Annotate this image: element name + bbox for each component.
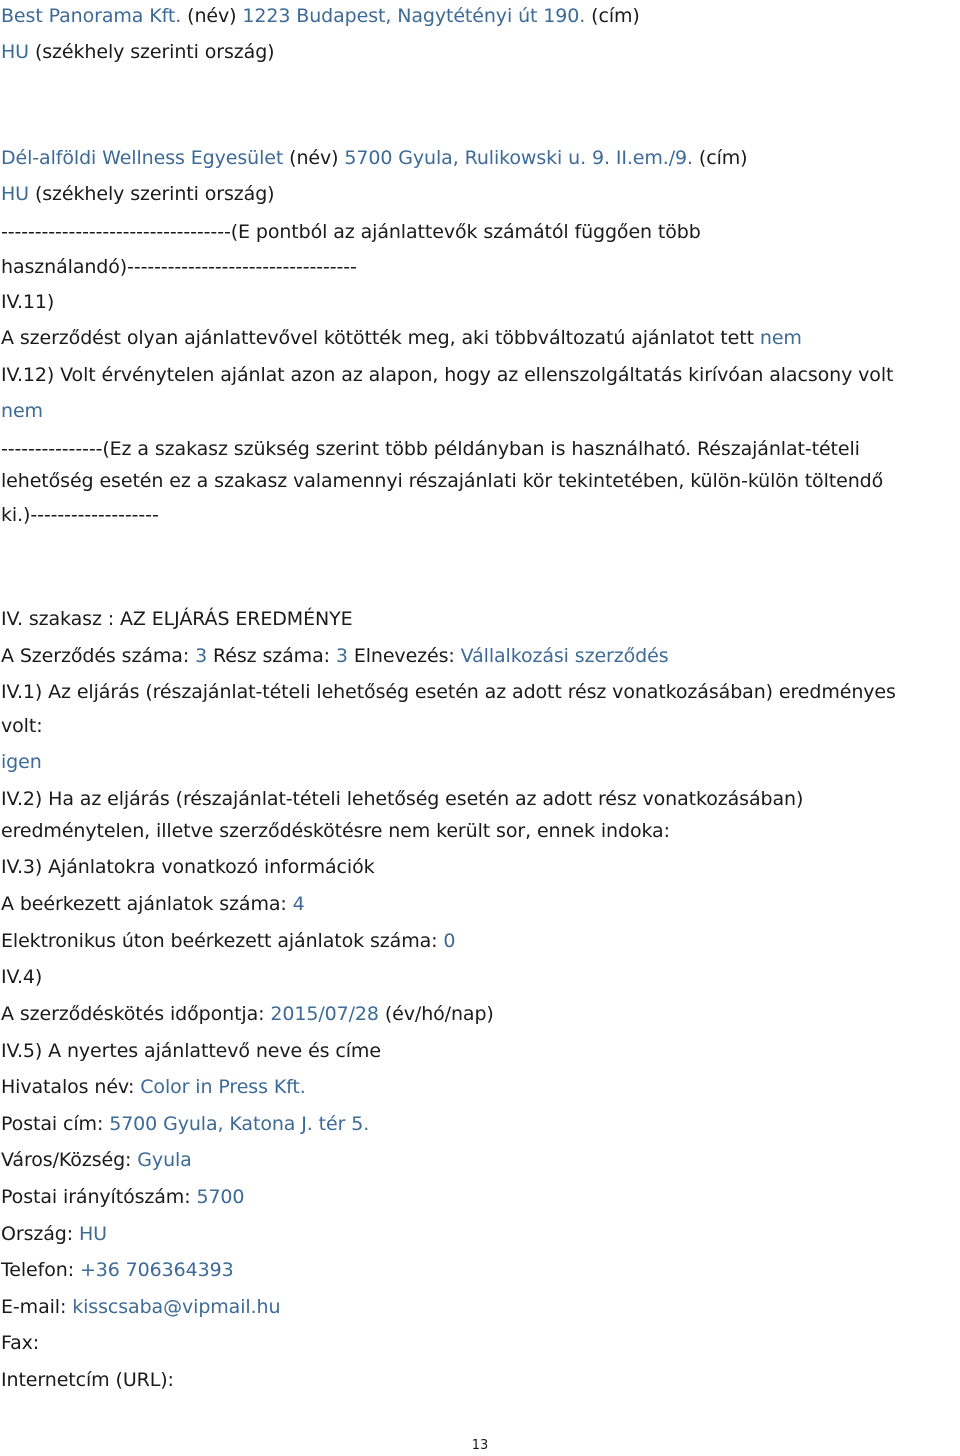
contract-info-line xyxy=(1,644,669,668)
iv2-line-1: IV.2) Ha az eljárás (részajánlat-tételi lehetőség esetén az adott rész vonatkozásában) xyxy=(1,788,804,810)
seller2-name-address-line xyxy=(1,146,747,170)
note-line-2: lehetőség esetén ez a szakasz valamennyi részajánlati kör tekintetében, külön-külön töltendő xyxy=(1,470,884,492)
contract-date: 2015/07/28 xyxy=(270,1003,379,1025)
contract-number-label: A Szerződés száma: xyxy=(1,645,196,667)
iv11-heading: IV.11) xyxy=(1,291,55,313)
official-name-label: Hivatalos név: xyxy=(1,1076,141,1098)
received-offers-line xyxy=(1,892,305,916)
country-label: Ország: xyxy=(1,1223,79,1245)
seller2-address: 5700 Gyula, Rulikowski u. 9. II.em./9. xyxy=(344,147,693,169)
iv1-line-1: IV.1) Az eljárás (részajánlat-tételi lehetőség esetén az adott rész vonatkozásában) eredményes xyxy=(1,681,896,703)
seller2-country-label: (székhely szerinti ország) xyxy=(29,183,275,205)
phone: +36 706364393 xyxy=(79,1259,234,1281)
email: kisscsaba@vipmail.hu xyxy=(72,1296,281,1318)
iv12-question: IV.12) Volt érvénytelen ajánlat azon az alapon, hogy az ellenszolgáltatás kirívóan alacsony volt xyxy=(1,364,894,386)
iv4-heading: IV.4) xyxy=(1,966,43,988)
zip-label: Postai irányítószám: xyxy=(1,1186,197,1208)
seller1-address: 1223 Budapest, Nagytétényi út 190. xyxy=(242,5,586,27)
seller2-name-label: (név) xyxy=(283,147,345,169)
seller1-country: HU xyxy=(1,41,29,63)
electronic-offers-line xyxy=(1,929,455,953)
url-label: Internetcím (URL): xyxy=(1,1369,174,1391)
contract-date-line xyxy=(1,1002,494,1026)
contract-name-label: Elnevezés: xyxy=(347,645,461,667)
seller2-name: Dél-alföldi Wellness Egyesület xyxy=(1,147,284,169)
divider-e-line-1: ----------------------------------(E pontból az ajánlattevők számától függően több xyxy=(1,221,701,243)
part-number: 3 xyxy=(335,645,348,667)
official-name: Color in Press Kft. xyxy=(140,1076,306,1098)
email-line xyxy=(1,1295,280,1319)
contract-date-format: (év/hó/nap) xyxy=(378,1003,494,1025)
city-label: Város/Község: xyxy=(1,1149,138,1171)
seller2-address-label: (cím) xyxy=(692,147,748,169)
iv12-answer: nem xyxy=(1,400,43,422)
seller1-name-address-line xyxy=(1,4,640,28)
iv1-line-2: volt: xyxy=(1,715,43,737)
city-line xyxy=(1,1148,192,1172)
note-line-1: ---------------(Ez a szakasz szükség szerint több példányban is használható. Részajánlat-tételi xyxy=(1,438,860,460)
received-offers-label: A beérkezett ajánlatok száma: xyxy=(1,893,293,915)
note-line-3: ki.)------------------- xyxy=(1,504,159,526)
postal-address-label: Postai cím: xyxy=(1,1113,110,1135)
contract-number: 3 xyxy=(195,645,208,667)
iv11-answer: nem xyxy=(759,327,802,349)
country: HU xyxy=(78,1223,107,1245)
postal-address-line xyxy=(1,1112,369,1136)
contract-date-label: A szerződéskötés időpontja: xyxy=(1,1003,271,1025)
seller2-country: HU xyxy=(1,183,29,205)
electronic-offers-label: Elektronikus úton beérkezett ajánlatok száma: xyxy=(1,930,444,952)
iv11-line xyxy=(1,326,802,350)
seller2-country-line xyxy=(1,182,275,206)
zip-line xyxy=(1,1185,244,1209)
official-name-line xyxy=(1,1075,306,1099)
city: Gyula xyxy=(137,1149,192,1171)
phone-label: Telefon: xyxy=(1,1259,80,1281)
iv1-answer: igen xyxy=(1,751,42,773)
zip: 5700 xyxy=(196,1186,245,1208)
page-number: 13 xyxy=(471,1438,489,1453)
seller1-country-line xyxy=(1,40,275,64)
country-line xyxy=(1,1222,107,1246)
iv2-line-2: eredménytelen, illetve szerződéskötésre nem került sor, ennek indoka: xyxy=(1,820,670,842)
part-number-label: Rész száma: xyxy=(207,645,336,667)
seller1-address-label: (cím) xyxy=(585,5,640,27)
iv11-question: A szerződést olyan ajánlattevővel kötötték meg, aki többváltozatú ajánlatot tett xyxy=(1,327,760,349)
seller1-name: Best Panorama Kft. xyxy=(1,5,182,27)
postal-address: 5700 Gyula, Katona J. tér 5. xyxy=(109,1113,370,1135)
contract-name: Vállalkozási szerződés xyxy=(460,645,669,667)
iv3-heading: IV.3) Ajánlatokra vonatkozó információk xyxy=(1,856,375,878)
iv5-heading: IV.5) A nyertes ajánlattevő neve és címe xyxy=(1,1040,381,1062)
section-title: IV. szakasz : AZ ELJÁRÁS EREDMÉNYE xyxy=(1,608,353,630)
electronic-offers-value: 0 xyxy=(443,930,456,952)
email-label: E-mail: xyxy=(1,1296,73,1318)
divider-e-line-2: használandó)---------------------------------- xyxy=(1,256,357,278)
received-offers-value: 4 xyxy=(292,893,305,915)
seller1-country-label: (székhely szerinti ország) xyxy=(29,41,275,63)
fax-label: Fax: xyxy=(1,1332,40,1354)
phone-line xyxy=(1,1258,234,1282)
seller1-name-label: (név) xyxy=(181,5,243,27)
